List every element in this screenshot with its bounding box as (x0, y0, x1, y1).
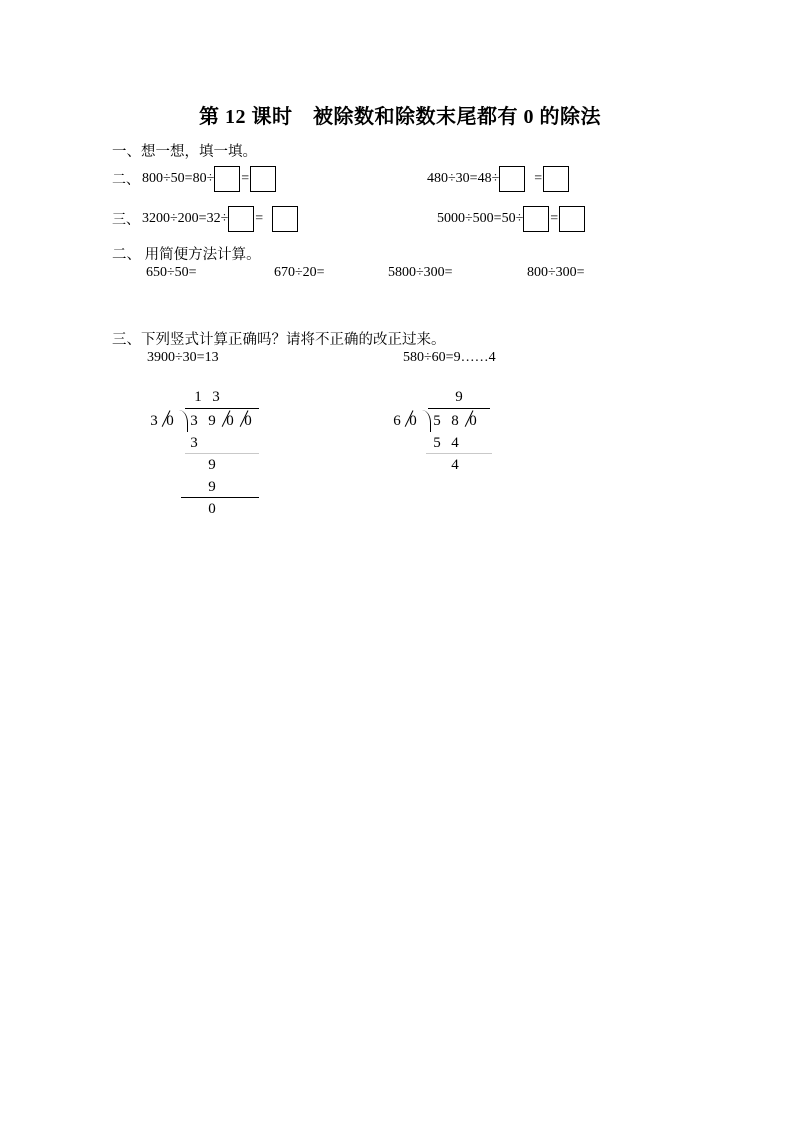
row-1-equals: = (241, 171, 250, 186)
division-2-step-digit-1: 5 (433, 435, 441, 451)
division-1-quotient-digit-2: 3 (212, 389, 220, 405)
row-1-expression: 800÷50=80÷ (142, 171, 215, 186)
calc-problem-1: 650÷50= (146, 265, 197, 280)
row-4-equals: = (550, 211, 559, 226)
division-2-worked-solution (390, 372, 540, 487)
fill-blank-row-2 (427, 166, 569, 192)
division-1-divisor-digit-2: 0 (163, 412, 177, 430)
fill-blank-row-4 (437, 206, 585, 232)
division-1-worked-solution (147, 372, 297, 517)
answer-box-3a[interactable] (228, 206, 254, 232)
division-1-divisor-digit-1: 3 (150, 413, 158, 429)
fill-blank-row-3 (112, 206, 298, 232)
answer-box-2b[interactable] (543, 166, 569, 192)
answer-box-1a[interactable] (214, 166, 240, 192)
row-3-expression: 3200÷200=32÷ (142, 211, 229, 226)
division-2-remainder-digit: 4 (451, 457, 459, 473)
division-1-dividend-digit-4: 0 (241, 412, 255, 430)
calc-problem-3: 5800÷300= (388, 265, 453, 280)
division-2-dividend-digit-3: 0 (466, 412, 480, 430)
division-2-dividend-digit-2: 8 (451, 413, 459, 429)
answer-box-3b[interactable] (272, 206, 298, 232)
answer-box-2a[interactable] (499, 166, 525, 192)
row-2-expression: 480÷30=48÷ (427, 171, 500, 186)
division-1-subtraction-line-1 (185, 453, 259, 454)
section-two-heading: 二、 用简便方法计算。 (112, 247, 261, 263)
division-2-vinculum (428, 408, 490, 409)
calc-problem-2: 670÷20= (274, 265, 325, 280)
answer-box-1b[interactable] (250, 166, 276, 192)
division-1-quotient-digit-1: 1 (194, 389, 202, 405)
row-3-label: 三、 (112, 213, 140, 228)
section-three-heading: 三、下列竖式计算正确吗？请将不正确的改正过来。 (112, 332, 446, 348)
answer-box-4a[interactable] (523, 206, 549, 232)
section-one-heading: 一、想一想，填一填。 (112, 144, 257, 160)
division-2-dividend-digit-1: 5 (433, 413, 441, 429)
row-1-label: 二、 (112, 173, 140, 188)
row-2-equals: = (534, 171, 543, 186)
long-division-2 (390, 350, 540, 487)
page-title: 第 12 课时 被除数和除数末尾都有 0 的除法 (199, 106, 601, 128)
division-1-remainder-digit: 0 (208, 501, 216, 517)
division-1-statement: 3900÷30=13 (147, 350, 219, 365)
division-1-subtraction-line-2 (181, 497, 259, 498)
answer-box-4b[interactable] (559, 206, 585, 232)
division-2-divisor-digit-2: 0 (406, 412, 420, 430)
division-1-step-digit-1: 3 (190, 435, 198, 451)
division-1-vinculum (185, 408, 259, 409)
division-2-statement: 580÷60=9……4 (403, 350, 496, 365)
division-1-dividend-digit-3: 0 (223, 412, 237, 430)
calc-problem-4: 800÷300= (527, 265, 585, 280)
fill-blank-row-1 (112, 166, 276, 192)
division-2-divisor-digit-1: 6 (393, 413, 401, 429)
division-2-subtraction-line-1 (426, 453, 492, 454)
division-1-step-digit-3: 9 (208, 479, 216, 495)
row-3-equals: = (255, 211, 264, 226)
division-1-step-digit-2: 9 (208, 457, 216, 473)
long-division-1 (147, 350, 297, 517)
division-1-dividend-digit-2: 9 (208, 413, 216, 429)
division-2-quotient-digit-1: 9 (455, 389, 463, 405)
row-4-expression: 5000÷500=50÷ (437, 211, 524, 226)
division-1-dividend-digit-1: 3 (190, 413, 198, 429)
division-2-step-digit-2: 4 (451, 435, 459, 451)
